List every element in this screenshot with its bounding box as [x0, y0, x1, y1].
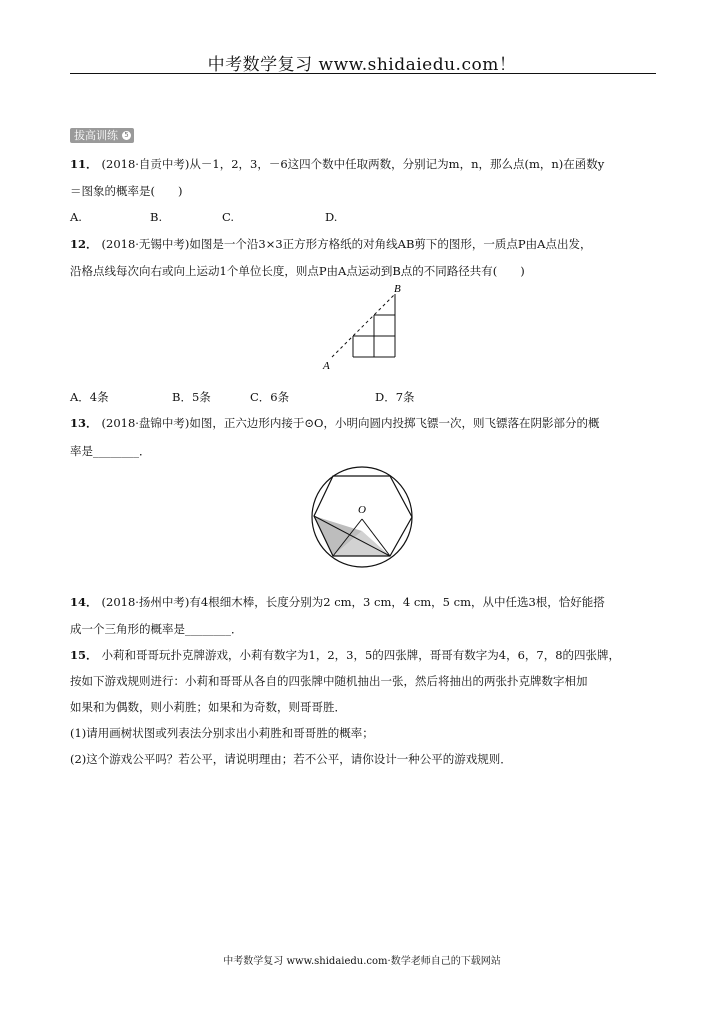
q13-line1 — [70, 415, 599, 431]
q12-option-b: B．5条 — [172, 390, 211, 404]
q12-grid-figure — [318, 282, 408, 372]
section-badge-number: 5 — [122, 131, 131, 140]
q12-diagonal-ab — [332, 294, 395, 357]
page-header-title: 中考数学复习 www.shidaiedu.com！ — [207, 55, 517, 75]
q11-option-b: B. — [150, 210, 163, 224]
q12-option-a: A．4条 — [70, 390, 109, 404]
q15-part2: (2)这个游戏公平吗？若公平，请说明理由；若不公平，请你设计一种公平的游戏规则． — [70, 752, 512, 766]
q14-number: 14． — [70, 595, 98, 609]
q15-line2: 按如下游戏规则进行：小莉和哥哥从各自的四张牌中随机抽出一张，然后将抽出的两张扑克牌数字相加 — [70, 674, 588, 688]
q11-option-a: A. — [70, 210, 82, 224]
q12-label-a: A — [323, 360, 330, 372]
q12-number: 12． — [70, 237, 98, 251]
q15-line3: 如果和为偶数，则小莉胜；如果和为奇数，则哥哥胜． — [70, 700, 346, 714]
q13-number: 13． — [70, 416, 98, 430]
q12-option-d: D．7条 — [375, 390, 415, 404]
q13-label-o: O — [358, 504, 366, 516]
q11-line1 — [70, 156, 604, 172]
q15-text1: 小莉和哥哥玩扑克牌游戏，小莉有数字为1，2，3，5的四张牌，哥哥有数字为4，6，7，8的四张牌， — [101, 648, 621, 662]
q14-text1: (2018·扬州中考)有4根细木棒，长度分别为2 cm，3 cm，4 cm，5 cm，从中任选3根，恰好能搭 — [101, 595, 605, 609]
q12-line1 — [70, 236, 591, 252]
page-footer: 中考数学复习 www.shidaiedu.com·数学老师自己的下载网站 — [223, 956, 501, 967]
header-divider — [70, 73, 656, 74]
q15-part1: (1)请用画树状图或列表法分别求出小莉胜和哥哥胜的概率； — [70, 726, 374, 740]
q11-text1: (2018·自贡中考)从－1，2，3，－6这四个数中任取两数，分别记为m，n，那么点(m，n)在函数y — [101, 157, 605, 171]
q12-option-c: C．6条 — [250, 390, 290, 404]
q12-line2: 沿格点线每次向右或向上运动1个单位长度，则点P由A点运动到B点的不同路径共有( ) — [70, 264, 525, 278]
q13-line2: 率是________． — [70, 444, 151, 458]
section-badge-label: 拔高训练 — [74, 129, 118, 142]
q11-line2: ＝图象的概率是( ) — [70, 184, 183, 198]
q15-number: 15． — [70, 648, 98, 662]
q11-number: 11． — [70, 157, 98, 171]
q11-option-c: C. — [222, 210, 235, 224]
q11-option-d: D. — [325, 210, 338, 224]
q12-label-b: B — [394, 283, 401, 295]
q14-line1 — [70, 594, 605, 610]
q12-text1: (2018·无锡中考)如图是一个沿3×3正方形方格纸的对角线AB剪下的图形，一质点P由A点出发， — [101, 237, 592, 251]
q14-line2: 成一个三角形的概率是________． — [70, 622, 243, 636]
section-badge — [70, 128, 134, 143]
q13-text1: (2018·盘锦中考)如图，正六边形内接于⊙O，小明向圆内投掷飞镖一次，则飞镖落在阴影部分的概 — [101, 416, 600, 430]
q13-hexagon-figure — [308, 463, 418, 573]
q15-line1 — [70, 647, 620, 663]
